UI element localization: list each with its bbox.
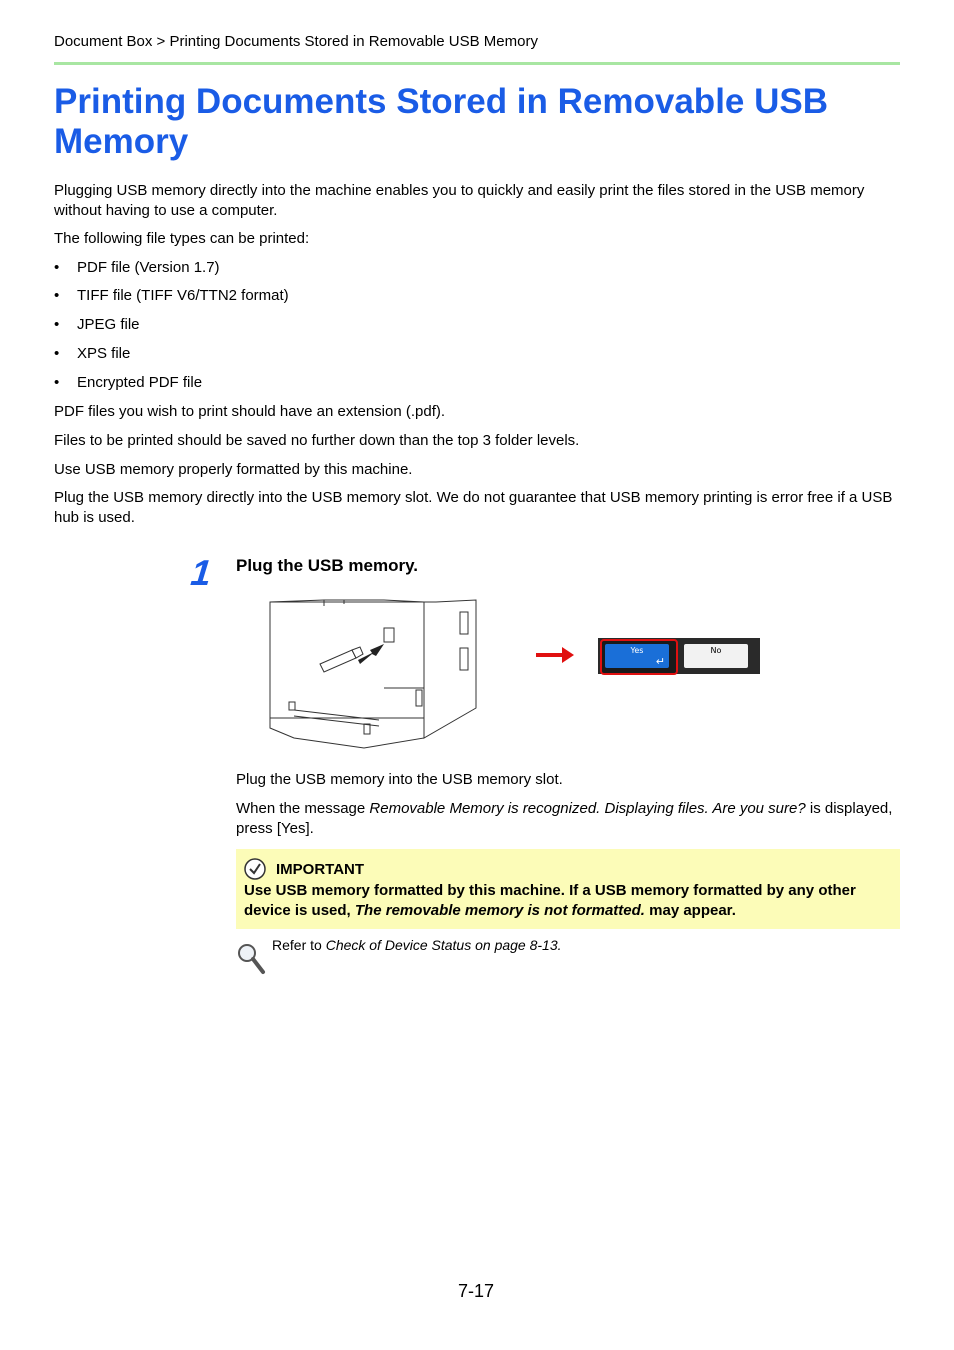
page-number: 7-17 bbox=[458, 1281, 495, 1301]
step-number: 1 bbox=[188, 552, 214, 593]
note-paragraph: Plug the USB memory directly into the USB memory slot. We do not guarantee that USB memory printing is error free if a USB hub is used. bbox=[54, 489, 893, 526]
note-paragraph: Use USB memory properly formatted by this machine. bbox=[54, 461, 413, 478]
reference-note: Refer to Check of Device Status on page 8-13. bbox=[272, 937, 562, 953]
intro-paragraph: Plugging USB memory directly into the machine enables you to quickly and easily print the files stored in the USB memory without having to use a computer. bbox=[54, 182, 865, 219]
file-types-intro: The following file types can be printed: bbox=[54, 230, 310, 247]
note-paragraph: PDF files you wish to print should have an extension (.pdf). bbox=[54, 403, 446, 420]
important-text: Use USB memory formatted by this machine. If a USB memory formatted by any other device is used, The removable memory is not formatted. may appear. bbox=[244, 882, 856, 919]
step-title: Plug the USB memory. bbox=[236, 556, 418, 575]
list-item: • PDF file (Version 1.7) bbox=[54, 259, 220, 276]
header-divider bbox=[54, 62, 900, 65]
list-item: • JPEG file bbox=[54, 316, 140, 333]
arrow-right-icon bbox=[536, 645, 576, 665]
note-paragraph: Files to be printed should be saved no further down than the top 3 folder levels. bbox=[54, 432, 580, 449]
list-item: • Encrypted PDF file bbox=[54, 374, 203, 391]
reference-link[interactable]: Check of Device Status on page 8-13. bbox=[325, 937, 562, 953]
step-instruction: Plug the USB memory into the USB memory slot. bbox=[236, 771, 563, 788]
checkmark-icon bbox=[244, 858, 266, 880]
important-label: IMPORTANT bbox=[276, 861, 365, 878]
yes-button[interactable]: Yes ↵ bbox=[605, 644, 669, 668]
step-message-instruction: When the message Removable Memory is recognized. Displaying files. Are you sure? is displayed, press [Yes]. bbox=[236, 800, 893, 837]
page-title: Printing Documents Stored in Removable USB Memory bbox=[54, 82, 828, 161]
no-button[interactable]: No bbox=[684, 644, 748, 668]
breadcrumb: Document Box > Printing Documents Stored in Removable USB Memory bbox=[54, 33, 538, 50]
printer-usb-illustration bbox=[264, 598, 479, 753]
important-notice bbox=[236, 849, 900, 929]
list-item: • TIFF file (TIFF V6/TTN2 format) bbox=[54, 287, 289, 304]
list-item: • XPS file bbox=[54, 345, 131, 362]
magnifier-icon bbox=[236, 941, 266, 975]
enter-icon: ↵ bbox=[655, 655, 665, 668]
yes-no-dialog bbox=[598, 638, 760, 674]
